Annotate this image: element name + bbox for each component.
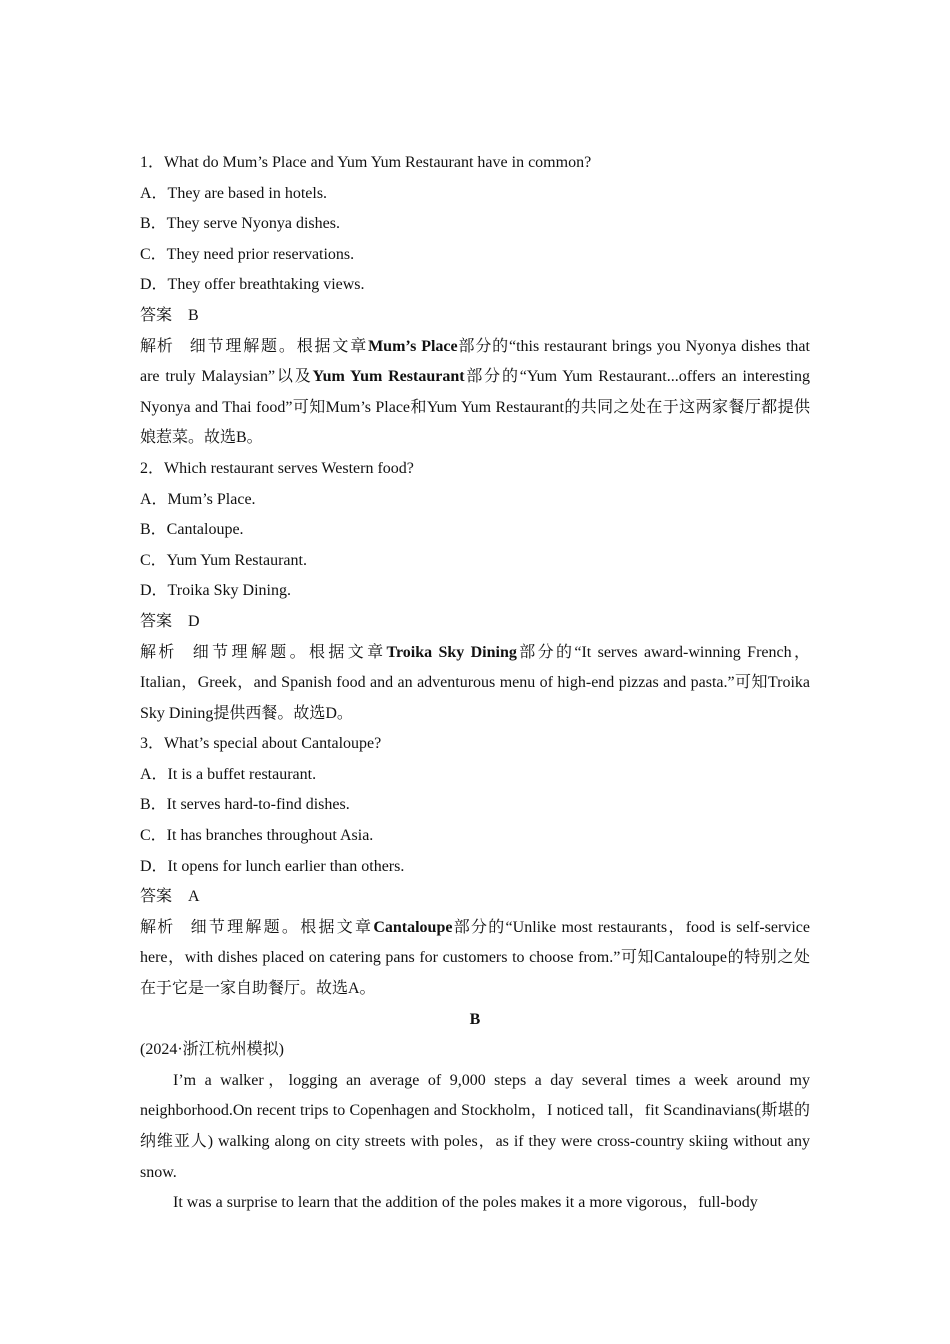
- analysis-text: 部分的“It serves award-winning French，Italian，Greek，and Spanish food and an adventurous menu of high-end pizzas and pasta.”可知Troika Sky Dining提供西餐。故选D。: [140, 643, 810, 722]
- answer-value: B: [188, 306, 199, 324]
- q2-option-c: C．Yum Yum Restaurant.: [140, 551, 307, 569]
- analysis-text: 部分的“this restaurant brings you Nyonya dishes that are truly Malaysian”以及: [140, 337, 810, 386]
- q3-option-c: C．It has branches throughout Asia.: [140, 827, 374, 845]
- analysis-keyword: Cantaloupe: [373, 918, 453, 936]
- q1-option-c: C．They need prior reservations.: [140, 245, 355, 263]
- q3-option-d: D．It opens for lunch earlier than others.: [140, 857, 405, 875]
- q1-answer: [140, 301, 810, 332]
- answer-label: 答案: [140, 306, 173, 324]
- analysis-label: 解析: [140, 918, 175, 936]
- q1-option-b: B．They serve Nyonya dishes.: [140, 215, 340, 233]
- q1-analysis: [140, 332, 810, 454]
- question-1: 1．What do Mum’s Place and Yum Yum Restaurant have in common?: [140, 154, 592, 171]
- q3-answer: [140, 882, 810, 913]
- analysis-label: 解析: [140, 643, 177, 661]
- q2-option-d: D．Troika Sky Dining.: [140, 582, 291, 600]
- answer-label: 答案: [140, 888, 173, 906]
- analysis-text: 部分的“Yum Yum Restaurant...offers an interesting Nyonya and Thai food”可知Mum’s Place和Yum Yum Restaurant的共同之处在于这两家餐厅都提供娘惹菜。故选B。: [140, 368, 810, 447]
- question-2: 2．Which restaurant serves Western food?: [140, 459, 414, 477]
- document-page: [140, 148, 810, 1219]
- q2-option-a: A．Mum’s Place.: [140, 490, 256, 508]
- q3-option-b: B．It serves hard-to-find dishes.: [140, 796, 350, 814]
- analysis-keyword: Mum’s Place: [368, 337, 458, 355]
- q2-analysis: [140, 638, 810, 730]
- analysis-label: 解析: [140, 337, 174, 355]
- passage-paragraph: I’m a walker，logging an average of 9,000 steps a day several times a week around my neighborhood.On recent trips to Copenhagen and Stockholm，I noticed tall，fit Scandinavians(斯堪的纳维亚人) walking along on city streets with poles，as if they were cross-country skiing without any snow.: [140, 1071, 810, 1181]
- analysis-keyword: Yum Yum Restaurant: [312, 368, 465, 386]
- q2-option-b: B．Cantaloupe.: [140, 521, 244, 539]
- analysis-text: 细节理解题。根据文章: [192, 643, 387, 661]
- q1-option-a: A．They are based in hotels.: [140, 184, 328, 202]
- section-heading: B: [469, 1010, 481, 1028]
- answer-value: D: [188, 612, 200, 630]
- q2-answer: [140, 607, 810, 638]
- answer-value: A: [188, 888, 200, 906]
- analysis-text: 细节理解题。根据文章: [190, 918, 374, 936]
- question-3: 3．What’s special about Cantaloupe?: [140, 735, 382, 753]
- analysis-text: 细节理解题。根据文章: [189, 337, 369, 355]
- answer-label: 答案: [140, 612, 173, 630]
- q1-option-d: D．They offer breathtaking views.: [140, 276, 365, 294]
- q3-analysis: [140, 913, 810, 1005]
- q3-option-a: A．It is a buffet restaurant.: [140, 765, 317, 783]
- analysis-keyword: Troika Sky Dining: [386, 643, 517, 661]
- passage-paragraph: It was a surprise to learn that the addition of the poles makes it a more vigorous，full-body: [173, 1194, 758, 1212]
- passage-source: (2024·浙江杭州模拟): [140, 1041, 284, 1059]
- analysis-text: 部分的“Unlike most restaurants，food is self-service here，with dishes placed on catering pans for customers to choose from.”可知Cantaloupe的特别之处在于它是一家自助餐厅。故选A。: [140, 918, 810, 998]
